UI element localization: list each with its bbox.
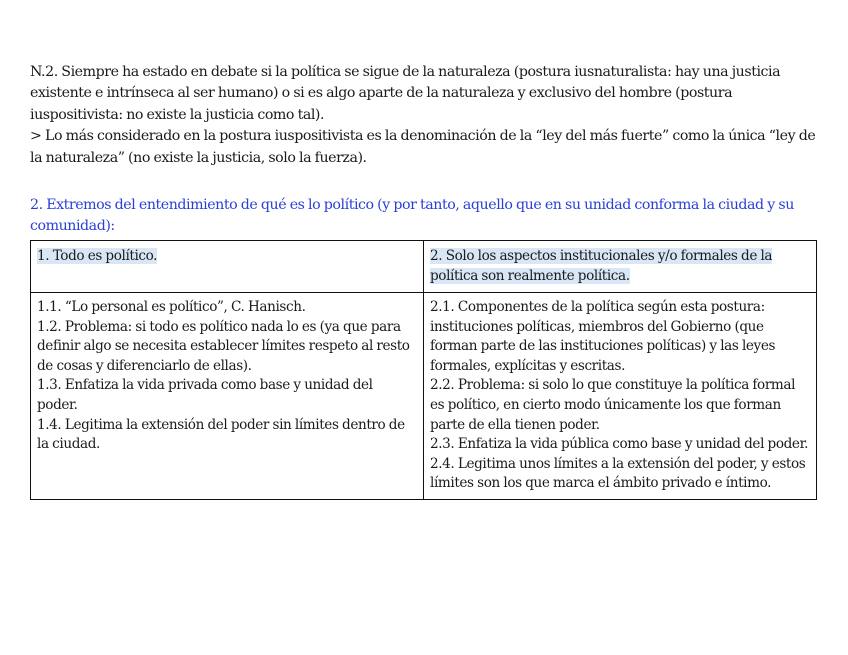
- table-header-cell: [31, 241, 424, 293]
- header-text: 1. Todo es político.: [37, 248, 158, 264]
- section-heading: 2. Extremos del entendimiento de qué es lo político (y por tanto, aquello que en su unidad conforma la ciudad y su comunidad):: [30, 197, 794, 235]
- list-item: 2.2. Problema: si solo lo que constituye la política formal es político, en cierto modo únicamente los que forman parte de ella tienen poder.: [430, 377, 796, 433]
- table-header-cell: [424, 241, 817, 293]
- list-item: 1.2. Problema: si todo es político nada lo es (ya que para definir algo se necesita establecer límites respeto al resto de cosas y diferenciarlo de ellas).: [37, 318, 410, 374]
- list-item: 2.1. Componentes de la política según esta postura: instituciones políticas, miembros del Gobierno (que forman parte de las instituciones políticas) y las leyes formales, explícitas y escritas.: [430, 299, 776, 374]
- list-item: 1.4. Legitima la extensión del poder sin límites dentro de la ciudad.: [37, 416, 405, 453]
- table-cell-right: [424, 293, 817, 500]
- list-item: 2.3. Enfatiza la vida pública como base y unidad del poder.: [430, 436, 809, 453]
- comparison-table: [30, 240, 817, 500]
- list-item: 1.3. Enfatiza la vida privada como base y unidad del poder.: [37, 377, 373, 413]
- table-cell-left: [31, 293, 424, 500]
- header-text: 2. Solo los aspectos institucionales y/o formales de la política son realmente política.: [430, 248, 773, 284]
- note-block: [30, 62, 820, 169]
- list-item: 1.1. “Lo personal es político”, C. Hanisch.: [37, 299, 306, 315]
- table-row: [31, 293, 817, 500]
- table-header-row: [31, 241, 817, 293]
- note-paragraph: > Lo más considerado en la postura iuspositivista es la denominación de la “ley del más fuerte” como la única “ley de la naturaleza” (no existe la justicia, solo la fuerza).: [30, 128, 816, 166]
- note-paragraph: N.2. Siempre ha estado en debate si la política se sigue de la naturaleza (postura iusnaturalista: hay una justicia existente e intrínseca al ser humano) o si es algo aparte de la naturaleza y exclusivo del hombre (postura iuspositivista: no existe la justicia como tal).: [30, 64, 781, 123]
- list-item: 2.4. Legitima unos límites a la extensión del poder, y estos límites son los que marca el ámbito privado e íntimo.: [430, 455, 806, 492]
